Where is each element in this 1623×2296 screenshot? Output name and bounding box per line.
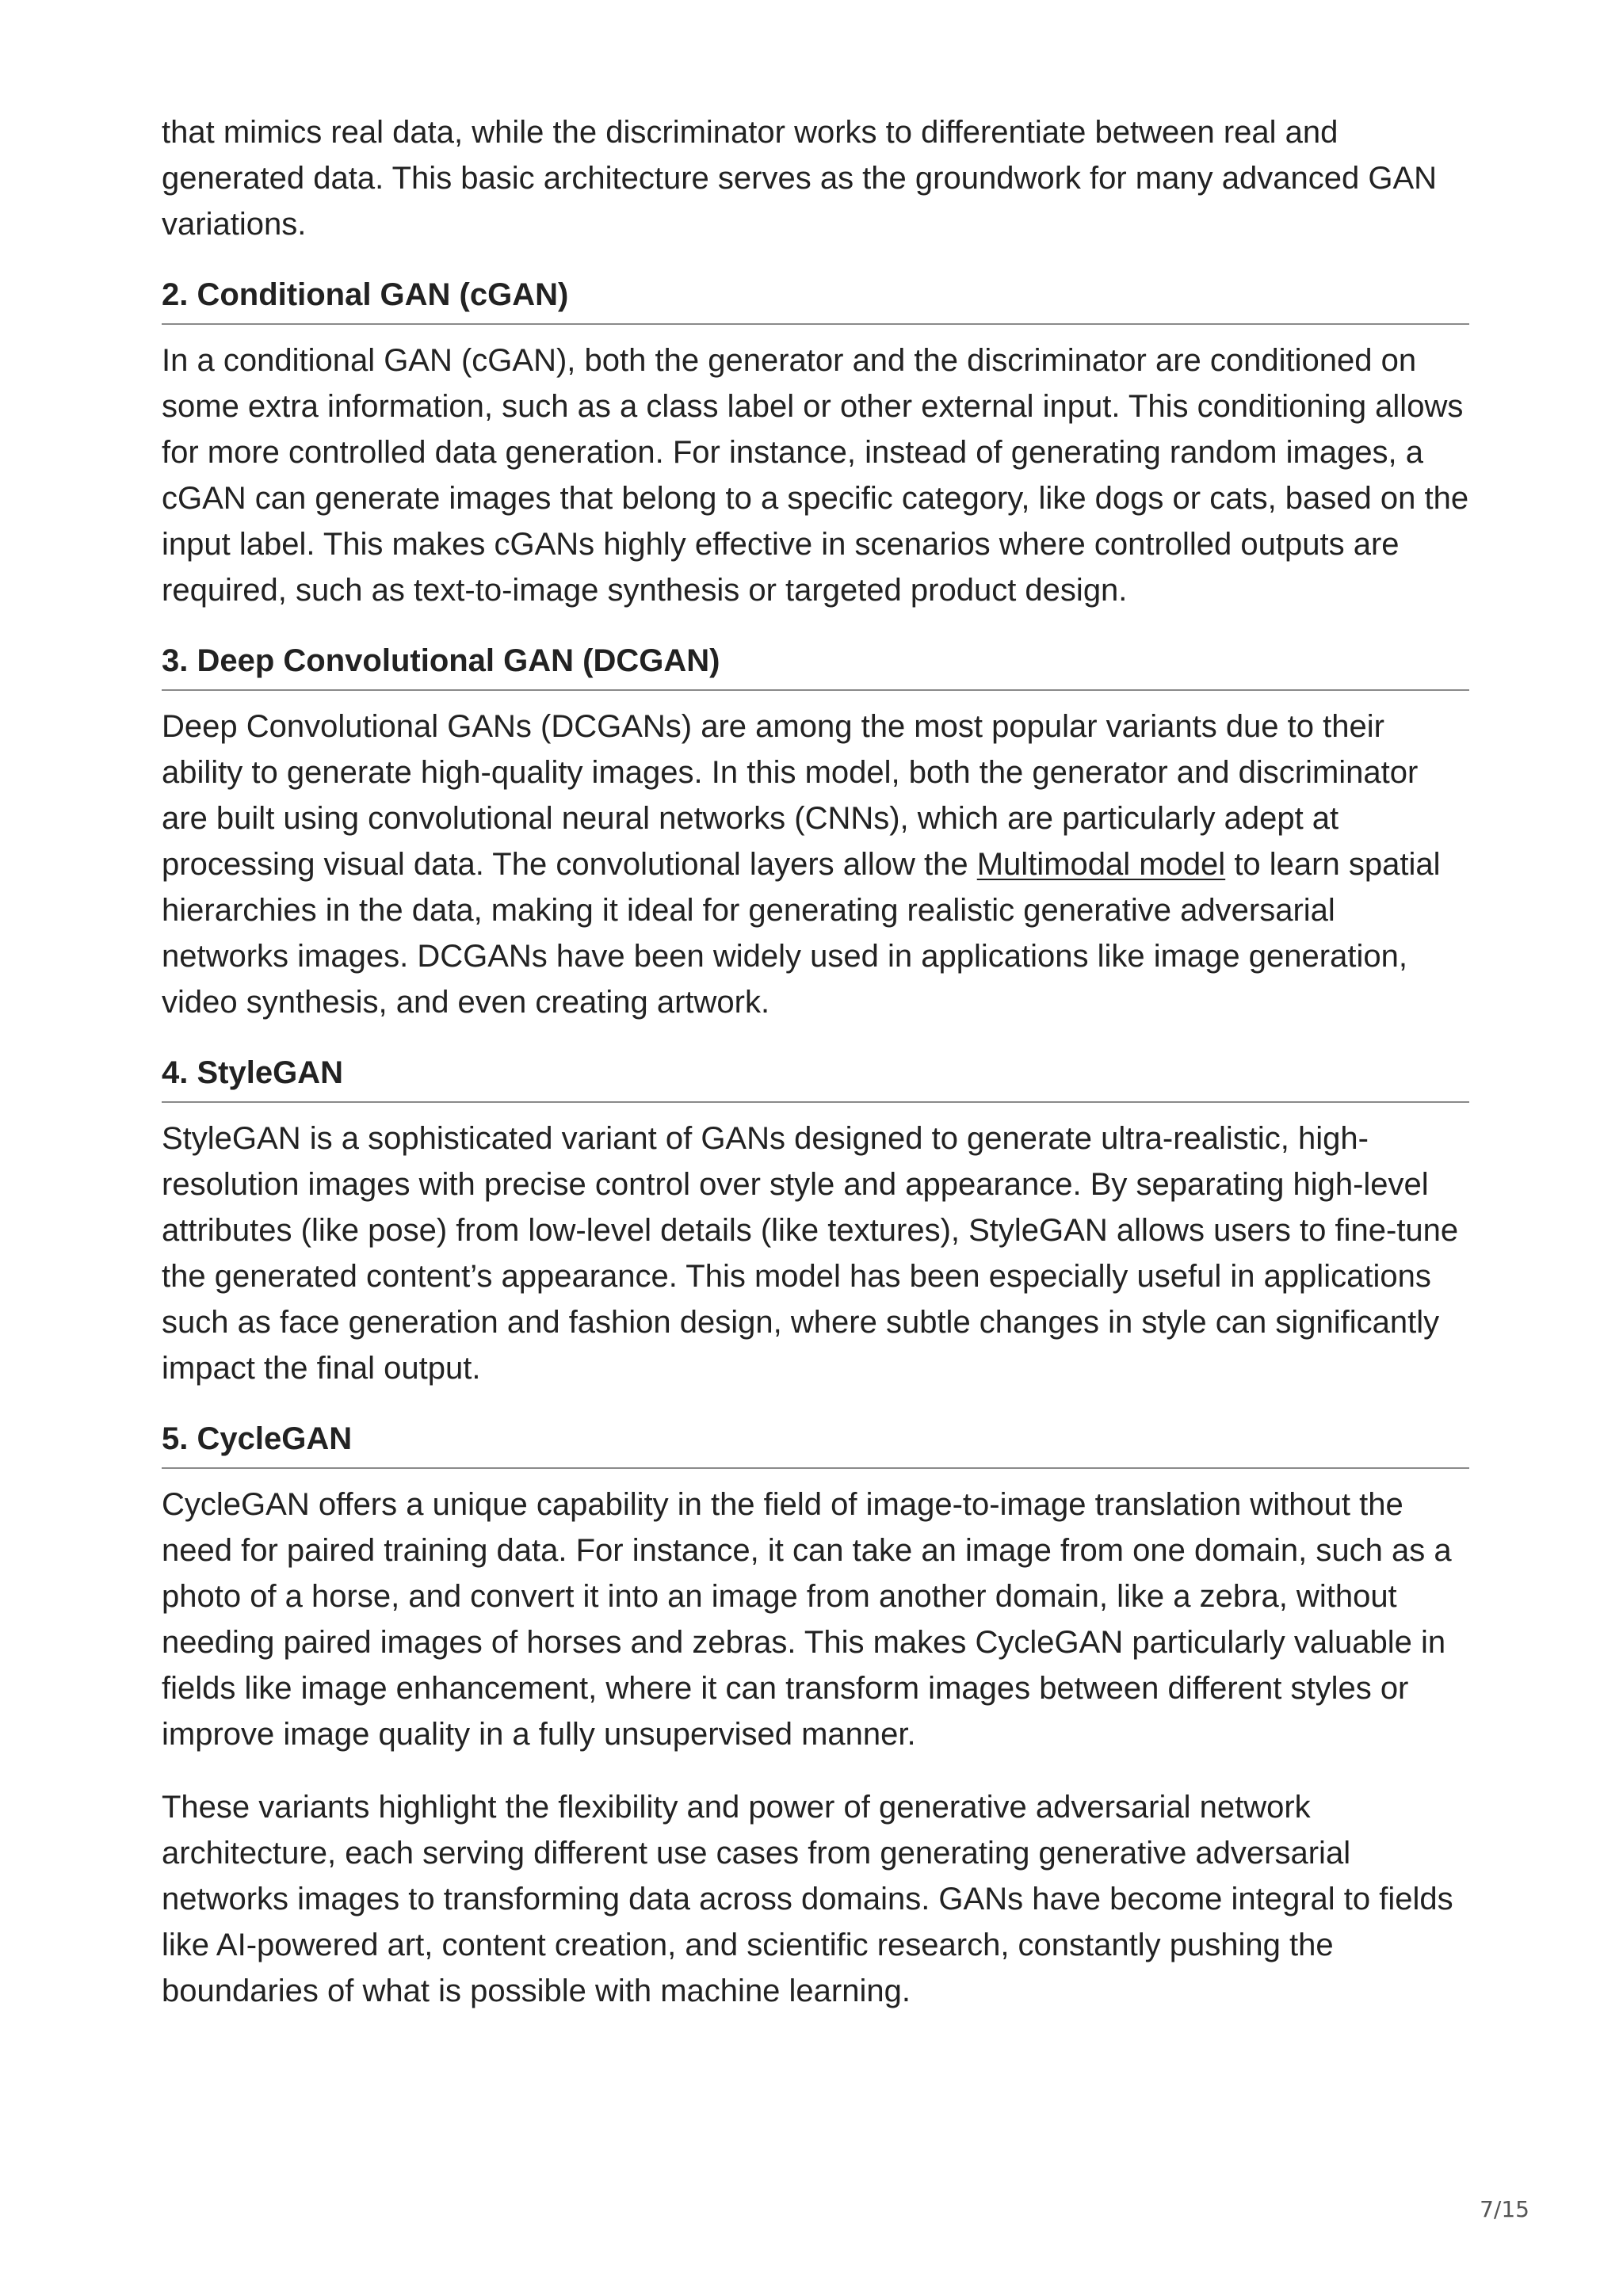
- section-dcgan: [162, 640, 1469, 1025]
- section-paragraph: In a conditional GAN (cGAN), both the generator and the discriminator are conditioned on some extra information, such as a class label or other external input. This conditioning allows for more controlled data generation. For instance, instead of generating random images, a cGAN can generate images that belong to a specific category, like dogs or cats, based on the input label. This makes cGANs highly effective in scenarios where controlled outputs are required, such as text-to-image synthesis or targeted product design.: [162, 343, 1469, 608]
- section-stylegan: [162, 1052, 1469, 1391]
- section-heading: 3. Deep Convolutional GAN (DCGAN): [162, 640, 1469, 691]
- paragraph-text-after-link: to learn spatial hierarchies in the data, making it ideal for generating realistic generative adversarial networks images. DCGANs have been widely used in applications like image generation, video synthesis, and even creating artwork.: [162, 847, 1441, 1020]
- multimodal-model-link[interactable]: Multimodal model: [976, 847, 1226, 882]
- section-heading: 2. Conditional GAN (cGAN): [162, 274, 1469, 325]
- section-paragraph: [162, 704, 1469, 1025]
- paragraph-text-before-link: Deep Convolutional GANs (DCGANs) are among the most popular variants due to their ability to generate high-quality images. In this model, both the generator and discriminator are built using convolutional neural networks (CNNs), which are particularly adept at processing visual data. The convolutional layers allow the: [162, 709, 1419, 882]
- section-cyclegan: [162, 1418, 1469, 1757]
- section-paragraph: StyleGAN is a sophisticated variant of GANs designed to generate ultra-realistic, high-resolution images with precise control over style and appearance. By separating high-level attributes (like pose) from low-level details (like textures), StyleGAN allows users to fine-tune the generated content’s appearance. This model has been especially useful in applications such as face generation and fashion design, where subtle changes in style can significantly impact the final output.: [162, 1121, 1459, 1386]
- section-heading: 5. CycleGAN: [162, 1418, 1469, 1469]
- page-number: 7/15: [1480, 2196, 1529, 2222]
- intro-paragraph: that mimics real data, while the discriminator works to differentiate between real and generated data. This basic architecture serves as the groundwork for many advanced GAN variations.: [162, 115, 1438, 242]
- article-content: [162, 109, 1469, 2014]
- section-paragraph: CycleGAN offers a unique capability in the field of image-to-image translation without the need for paired training data. For instance, it can take an image from one domain, such as a photo of a horse, and convert it into an image from another domain, like a zebra, without needing paired images of horses and zebras. This makes CycleGAN particularly valuable in fields like image enhancement, where it can transform images between different styles or improve image quality in a fully unsupervised manner.: [162, 1487, 1452, 1752]
- section-conditional-gan: [162, 274, 1469, 613]
- closing-paragraph: These variants highlight the flexibility and power of generative adversarial network architecture, each serving different use cases from generating generative adversarial networks images to transforming data across domains. GANs have become integral to fields like AI-powered art, content creation, and scientific research, constantly pushing the boundaries of what is possible with machine learning.: [162, 1790, 1453, 2008]
- section-heading: 4. StyleGAN: [162, 1052, 1469, 1103]
